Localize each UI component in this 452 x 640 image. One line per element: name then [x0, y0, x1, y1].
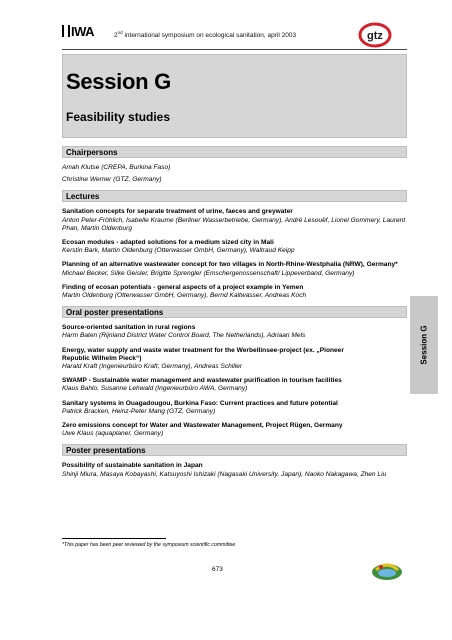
ecosan-logo-icon [370, 560, 404, 582]
chairpersons-heading: Chairpersons [62, 146, 407, 158]
chairperson: Amah Klutse (CREPA, Burkina Faso) [62, 164, 171, 171]
chairpersons-list [62, 164, 407, 184]
session-subtitle: Feasibility studies [66, 110, 171, 124]
side-tab [410, 296, 438, 394]
paper-authors: Anton Peter-Fröhlich, Isabelle Kraume (Berliner Wasserbetriebe, Germany), André Lesouëf, Lionel Gommery, Laurent Phan, Martin Oldenburg [62, 216, 406, 232]
gtz-logo-text: gtz [367, 30, 383, 42]
paper-title: Zero emissions concept for Water and Wastewater Management, Project Rügen, Germany [62, 422, 343, 430]
paper-authors: Harm Baten (Rijnland District Water Control Board, The Netherlands), Adriaan Mels [62, 332, 306, 340]
paper-title: Sanitary systems in Ouagadougou, Burkina Faso: Current practices and future potential [62, 399, 338, 407]
list-item [62, 208, 407, 233]
poster-heading: Poster presentations [62, 444, 407, 456]
content [62, 146, 407, 485]
gtz-logo [358, 20, 392, 50]
chairperson: Christine Werner (GTZ, Germany) [62, 176, 162, 184]
list-item [62, 284, 407, 300]
paper-title: Finding of ecosan potentials - general aspects of a project example in Yemen [62, 283, 304, 291]
list-item [62, 261, 407, 277]
page-number: 673 [212, 566, 223, 573]
list-item [62, 239, 407, 255]
footnote: *This paper has been peer reviewed by the symposium scientific committee [62, 542, 236, 548]
paper-authors: Michael Becker, Silke Geisler, Brigitte Sprengler (Emschergenossenschaft/ Lippeverband, Germany) [62, 269, 355, 277]
paper-authors: Patrick Bracken, Heinz-Peter Mang (GTZ, Germany) [62, 407, 216, 415]
list-item [62, 324, 407, 340]
paper-authors: Kerstin Bark, Martin Oldenburg (Otterwasser GmbH, Germany), Waltraud Keipp [62, 247, 295, 255]
list-item [62, 377, 407, 393]
oral-heading: Oral poster presentations [62, 306, 407, 318]
lectures-heading: Lectures [62, 190, 407, 202]
footnote-rule [62, 538, 166, 539]
list-item [62, 400, 407, 416]
paper-title: Source-oriented sanitation in rural regions [62, 324, 196, 332]
paper-title: Sanitation concepts for separate treatment of urine, faeces and greywater [62, 208, 293, 216]
paper-authors: Shinji Miura, Masaya Kobayashi, Katsuyoshi Ishizaki (Nagasaki University, Japan), Naoko Nakagawa, Zhen Liu [62, 470, 387, 478]
title-box [62, 54, 407, 138]
paper-title: Possibility of sustainable sanitation in Japan [62, 462, 203, 470]
header-text: 2nd international symposium on ecological sanitation, april 2003 [114, 30, 297, 40]
paper-title: Planning of an alternative wastewater concept for two villages in North-Rhine-Westphalia (NRW), Germany* [62, 261, 398, 269]
list-item [62, 347, 407, 372]
iwa-logo: IWA [62, 24, 94, 39]
list-item [62, 422, 407, 438]
header-rule [62, 49, 407, 50]
list-item [62, 462, 407, 478]
paper-title: SWAMP - Sustainable water management and wastewater purification in tourism facilities [62, 377, 342, 385]
session-title: Session G [66, 69, 171, 94]
paper-authors: Klaus Bahlo, Susanne Lehwald (Ingenieurbüro AWA, Germany) [62, 385, 248, 393]
paper-authors: Harald Kraft (Ingenieurbüro Kraft, Germany), Andreas Schiller [62, 363, 243, 371]
paper-authors: Martin Oldenburg (Otterwasser GmbH, Germany), Bernd Kaltwasser, Andreas Koch [62, 292, 307, 300]
paper-title: Energy, water supply and waste water treatment for the Werbellinsee-project (ex. „Pioneer Republic Wilhelm Pieck“) [62, 346, 344, 362]
paper-authors: Uwe Klaus (aquaplaner, Germany) [62, 430, 164, 438]
paper-title: Ecosan modules - adapted solutions for a medium sized city in Mali [62, 239, 274, 247]
side-tab-label: Session G [419, 325, 429, 365]
